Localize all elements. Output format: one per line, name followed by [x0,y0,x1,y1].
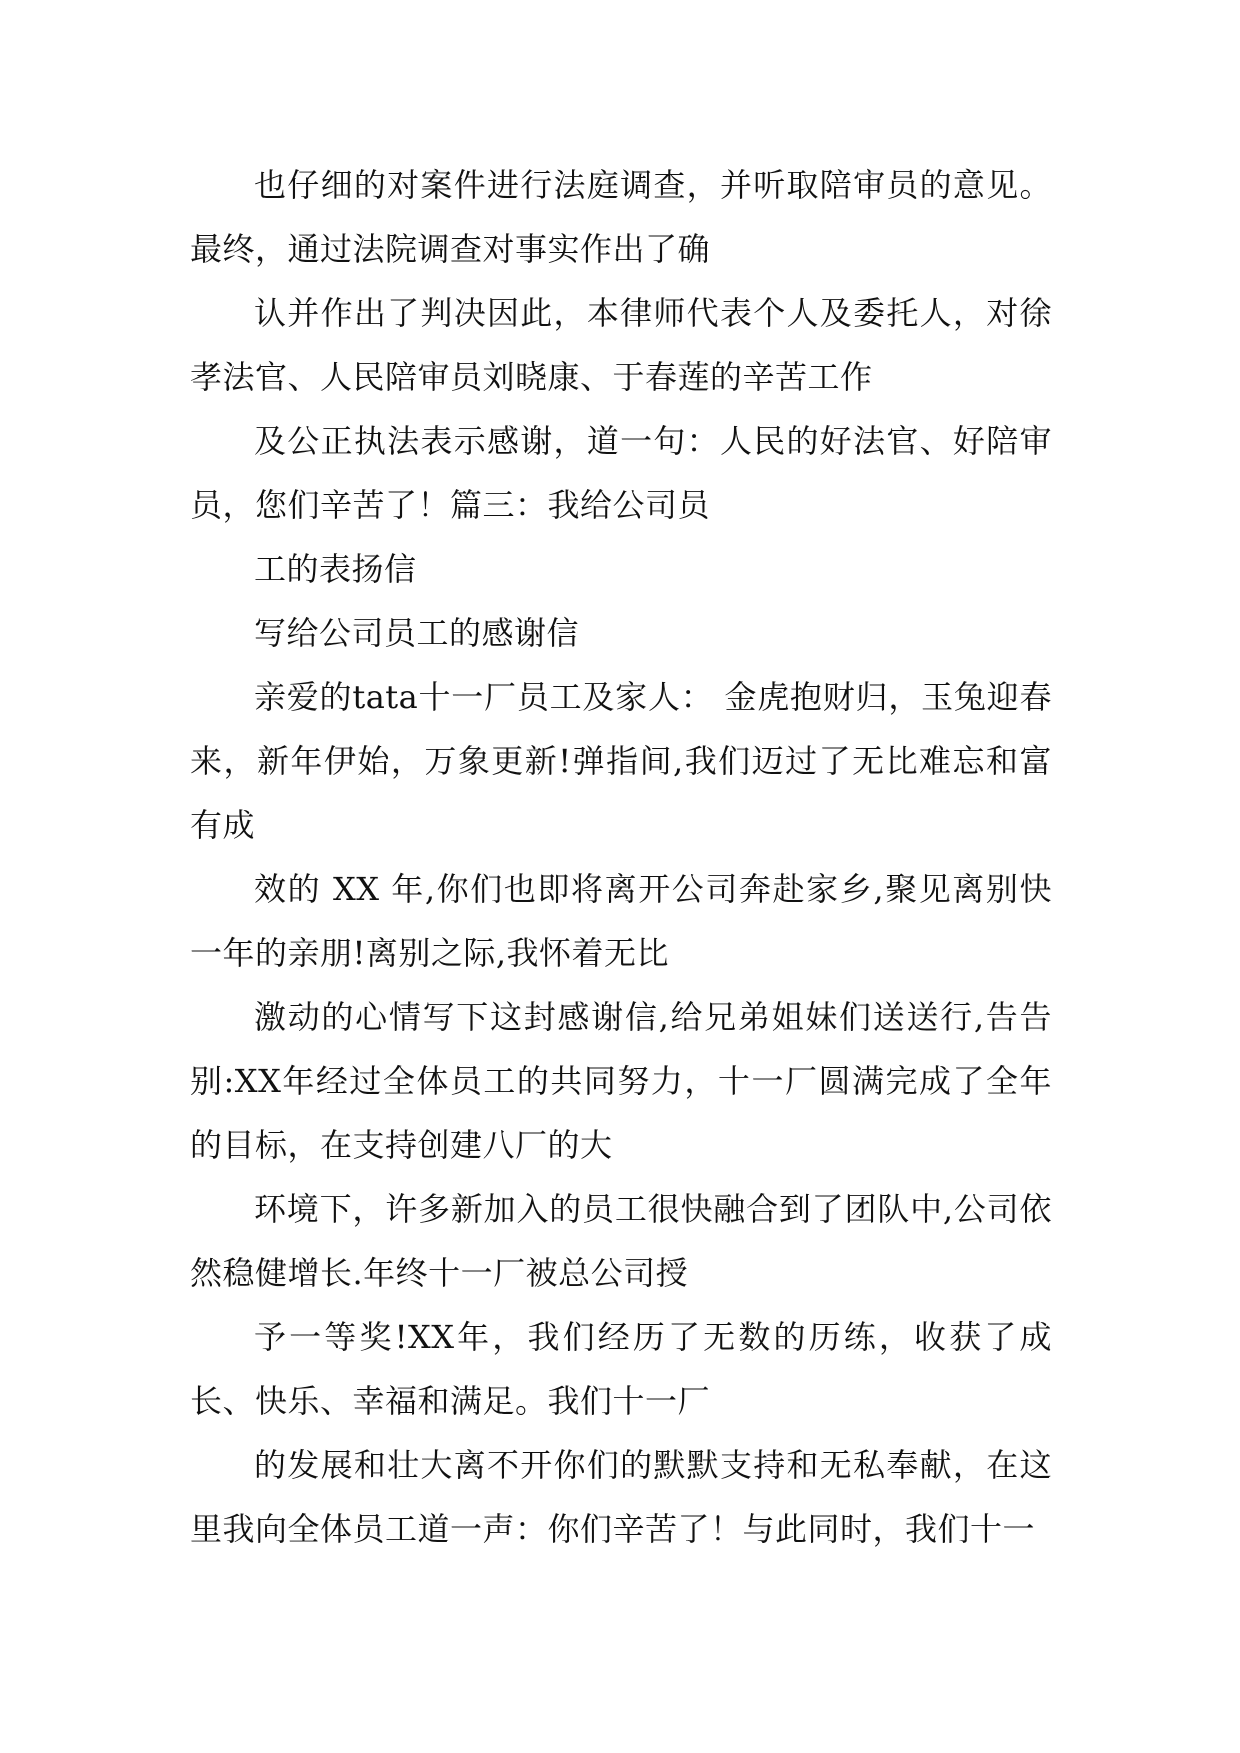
paragraph: 的发展和壮大离不开你们的默默支持和无私奉献，在这里我向全体员工道一声：你们辛苦了！与此同时，我们十一 [190,1446,1052,1548]
paragraph: 激动的心情写下这封感谢信,给兄弟姐妹们送送行,告告别:XX年经过全体员工的共同努力，十一厂圆满完成了全年的目标，在支持创建八厂的大 [190,998,1052,1164]
paragraph: 也仔细的对案件进行法庭调查，并听取陪审员的意见。最终，通过法院调查对事实作出了确 [190,166,1052,268]
paragraph: 认并作出了判决因此，本律师代表个人及委托人，对徐孝法官、人民陪审员刘晓康、于春莲的辛苦工作 [190,294,1052,396]
paragraph: 及公正执法表示感谢，道一句：人民的好法官、好陪审员，您们辛苦了！篇三：我给公司员 [190,422,1052,524]
paragraph: 亲爱的tata十一厂员工及家人： 金虎抱财归，玉兔迎春来，新年伊始，万象更新!弹指间,我们迈过了无比难忘和富有成 [190,678,1052,844]
paragraph: 工的表扬信 [254,550,417,588]
document-body [190,153,1052,1561]
paragraph: 予一等奖!XX年，我们经历了无数的历练，收获了成长、快乐、幸福和满足。我们十一厂 [190,1318,1052,1420]
paragraph: 写给公司员工的感谢信 [254,614,580,652]
paragraph: 环境下，许多新加入的员工很快融合到了团队中,公司依然稳健增长.年终十一厂被总公司授 [190,1190,1052,1292]
paragraph: 效的 XX 年,你们也即将离开公司奔赴家乡,聚见离别快一年的亲朋!离别之际,我怀着无比 [190,870,1052,972]
